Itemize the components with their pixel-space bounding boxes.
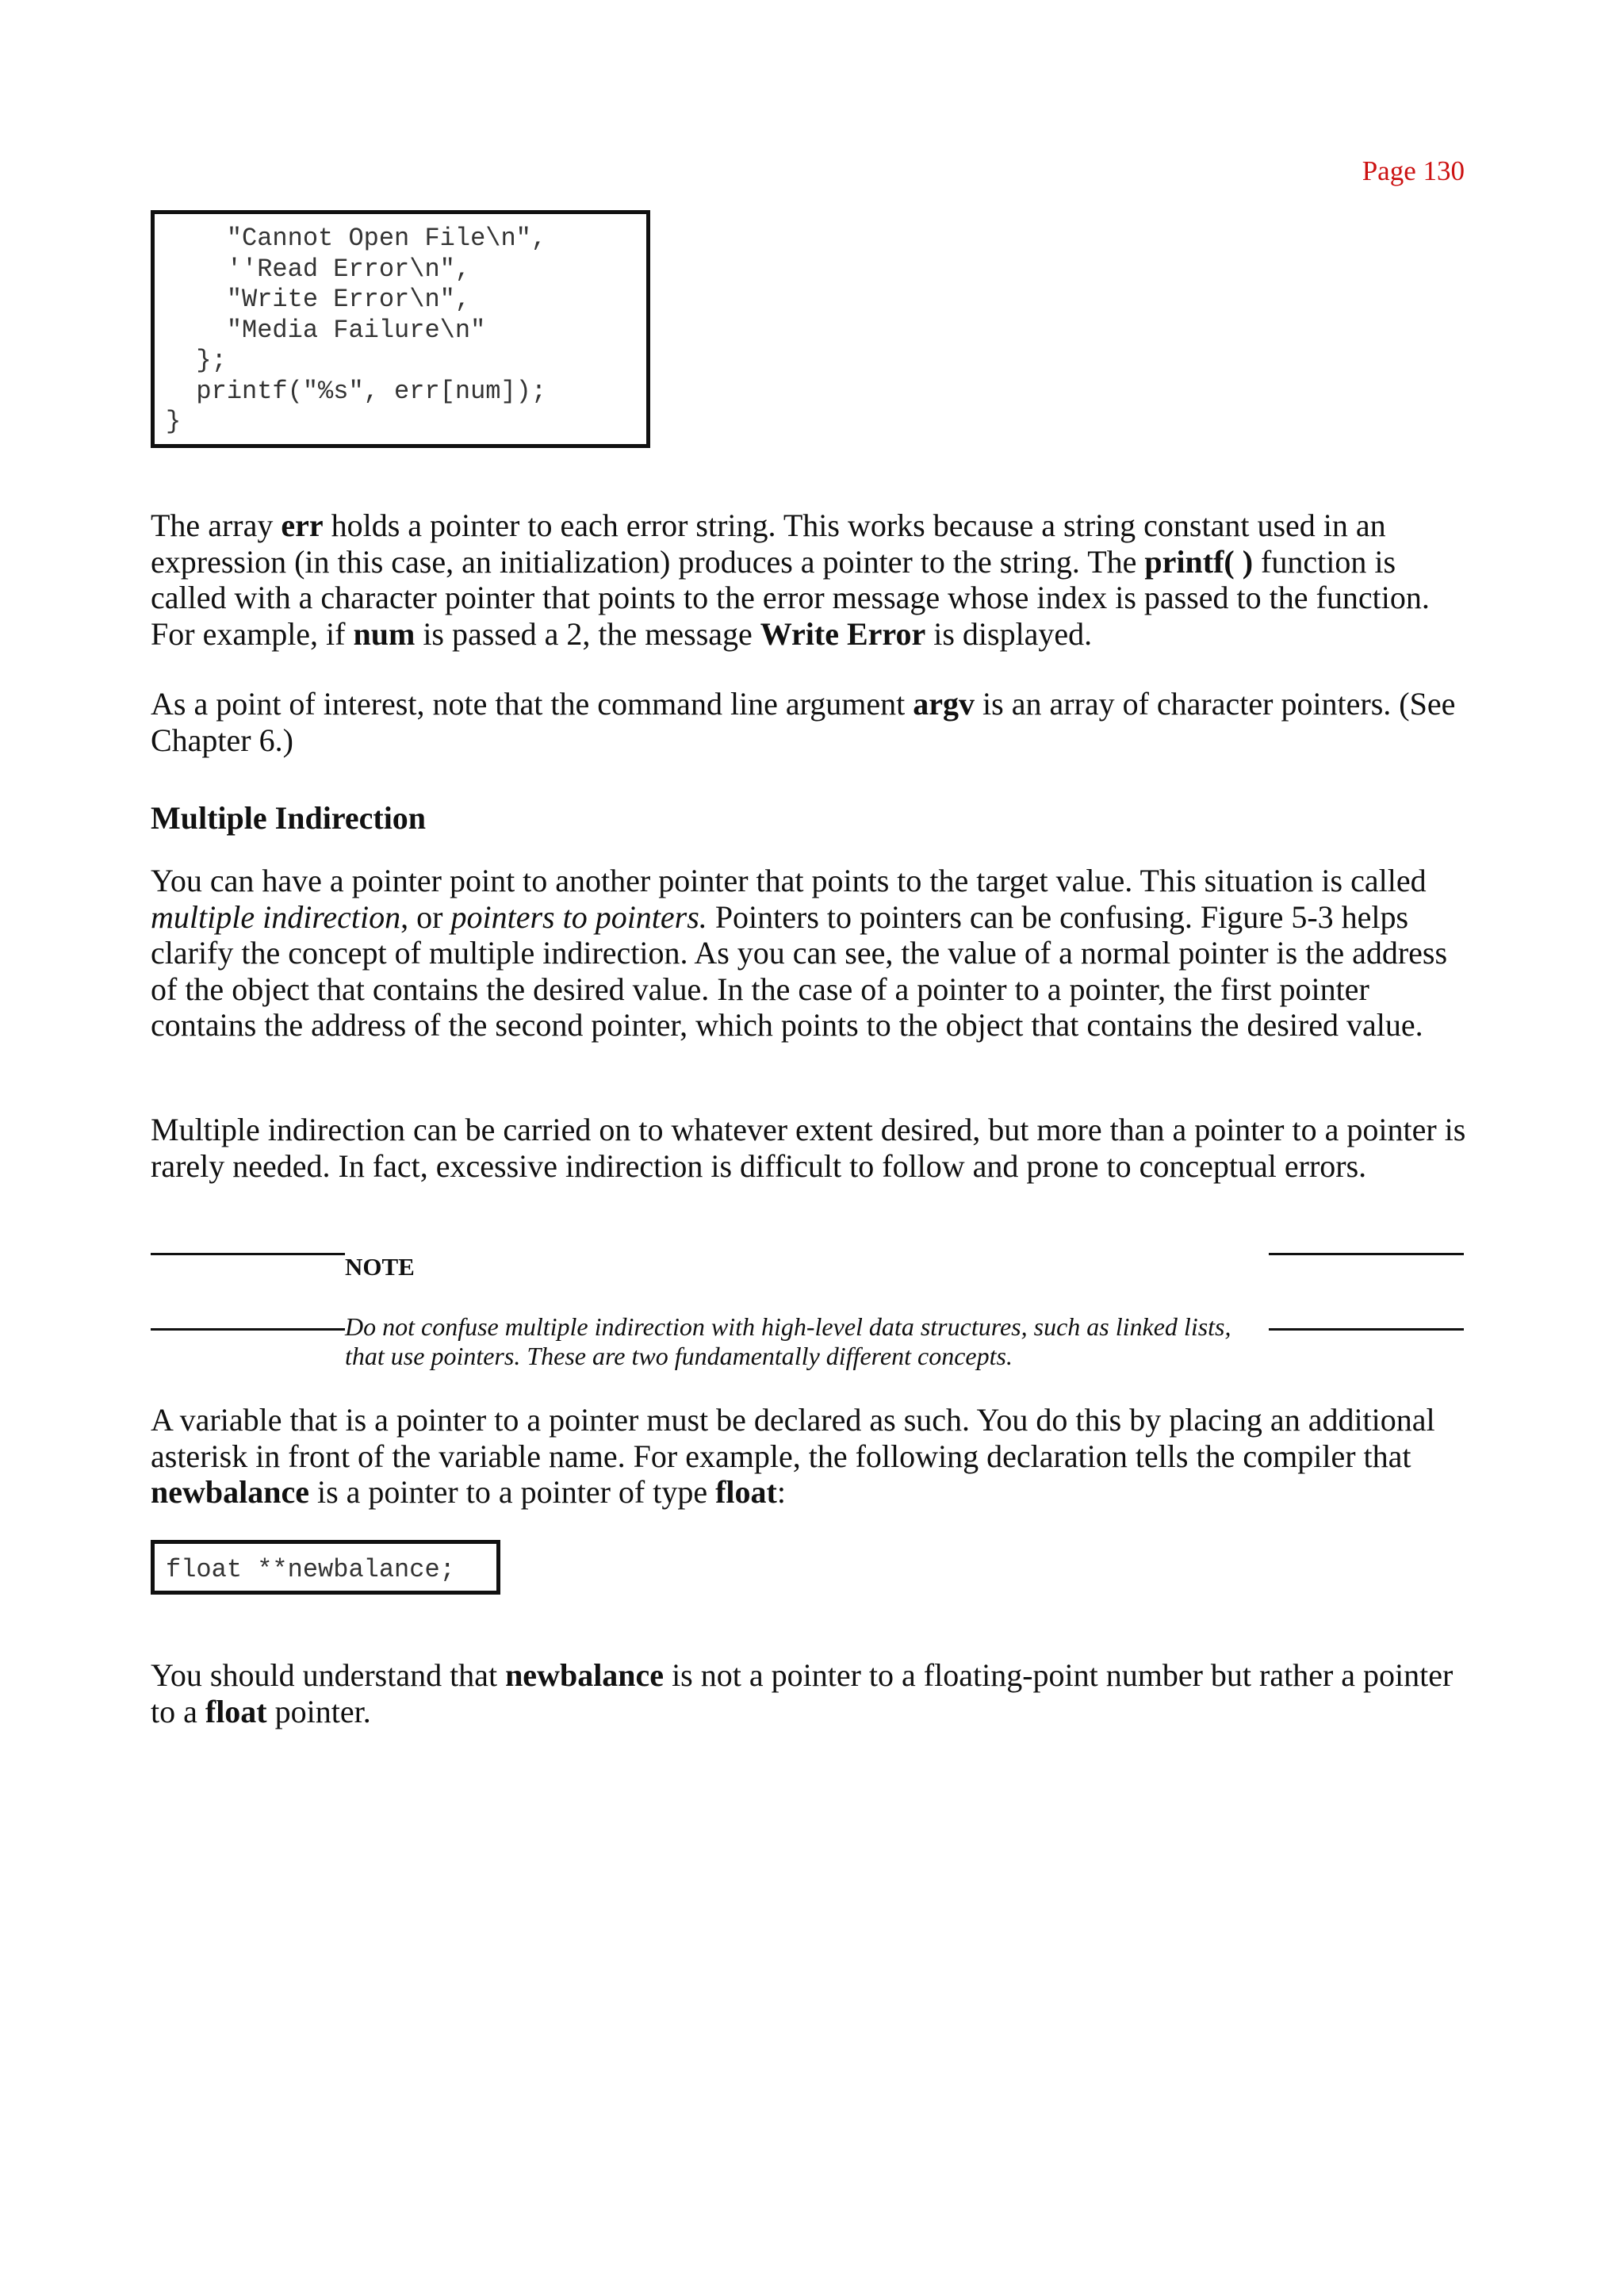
code-line: float **newbalance; — [166, 1555, 455, 1584]
note-label: NOTE — [345, 1253, 415, 1281]
inline-code-err: err — [281, 507, 324, 543]
code-block-newbalance — [151, 1540, 500, 1595]
inline-code-printf: printf( ) — [1144, 543, 1254, 580]
inline-code-num: num — [353, 615, 416, 652]
code-line: } — [166, 407, 182, 436]
code-listing — [166, 224, 646, 438]
page-number: Page 130 — [1362, 155, 1465, 186]
code-line: "Cannot Open File\n", — [166, 224, 547, 253]
paragraph-declaration: A variable that is a pointer to a pointer must be declared as such. You do this by placing an additional asterisk in front of the variable name. For example, the following declaration tells the compiler that newbalance is a pointer to a pointer of type float: — [151, 1402, 1435, 1510]
inline-code-newbalance: newbalance — [151, 1474, 309, 1510]
note-rule-top-right — [1269, 1253, 1464, 1255]
code-line: printf("%s", err[num]); — [166, 376, 547, 406]
term-multiple-indirection: multiple indirection — [151, 898, 401, 935]
paragraph-newbalance: You should understand that newbalance is not a pointer to a floating-point number but rather a pointer to a float pointer. — [151, 1657, 1454, 1729]
code-block-err-array — [151, 210, 650, 448]
code-line: }; — [166, 346, 227, 375]
term-pointers-to-pointers: pointers to pointers. — [450, 898, 707, 935]
note-rule-bottom-left — [151, 1328, 345, 1331]
code-line: "Write Error\n", — [166, 285, 471, 314]
code-line: ''Read Error\n", — [166, 254, 471, 284]
paragraph-argv: As a point of interest, note that the command line argument argv is an array of character pointers. (See Chapter 6.) — [151, 686, 1456, 758]
inline-code-write-error: Write Error — [760, 615, 926, 652]
inline-code-float: float — [205, 1693, 267, 1729]
code-line: "Media Failure\n" — [166, 315, 486, 345]
paragraph-err-array: The array err holds a pointer to each error string. This works because a string constant used in an expression (in this case, an initialization) produces a pointer to the string. The printf( ) function is called with a character pointer that points to the error message whose index is passed to the function. For example, if num is passed a 2, the message Write Error is displayed. — [151, 507, 1430, 652]
note-rule-bottom-right — [1269, 1328, 1464, 1331]
paragraph-multiple-indirection: You can have a pointer point to another pointer that points to the target value. This situation is called multiple indirection, or pointers to pointers. Pointers to pointers can be confusing. Figure 5-3 helps clarify the concept of multiple indirection. As you can see, the value of a normal pointer is the address of the object that contains the desired value. In the case of a pointer to a pointer, the first pointer contains the address of the second pointer, which points to the object that contains the desired value. — [151, 863, 1448, 1043]
paragraph-indirection-extent: Multiple indirection can be carried on to whatever extent desired, but more than a pointer to a pointer is rarely needed. In fact, excessive indirection is difficult to follow and prone to conceptual errors. — [151, 1112, 1466, 1184]
section-heading: Multiple Indirection — [151, 800, 427, 836]
inline-code-newbalance: newbalance — [505, 1657, 665, 1693]
inline-code-argv: argv — [913, 686, 975, 722]
note-text: Do not confuse multiple indirection with high-level data structures, such as linked lists, that use pointers. These are two fundamentally different concepts. — [345, 1312, 1231, 1370]
note-rule-top-left — [151, 1253, 345, 1255]
inline-code-float: float — [715, 1474, 777, 1510]
